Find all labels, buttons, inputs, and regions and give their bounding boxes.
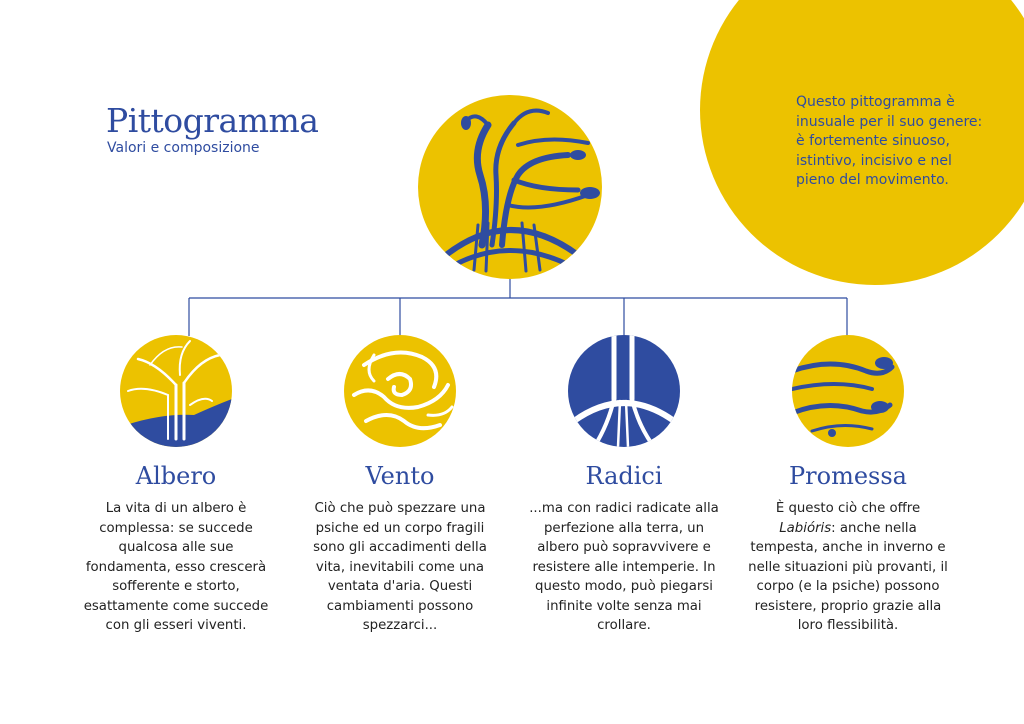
brand-name: Labióris (779, 520, 832, 536)
card-title: Promessa (789, 462, 907, 490)
card-title: Albero (135, 462, 217, 490)
card-text: La vita di un albero è complessa: se succede qualcosa alle sue fondamenta, esso crescerà sofferente e storto, esattamente come succede con gli esseri viventi. (83, 501, 269, 633)
card-radici (524, 335, 724, 636)
page-title: Pittogramma (106, 101, 319, 140)
card-promessa (748, 335, 948, 636)
promessa-icon (792, 335, 904, 447)
card-text (748, 499, 948, 636)
page-subtitle: Valori e composizione (107, 140, 260, 156)
tree-pictogram-icon (418, 95, 602, 279)
card-text-before: È questo ciò che offre (775, 501, 921, 516)
radici-icon (568, 335, 680, 447)
vento-icon (344, 335, 456, 447)
card-title: Radici (585, 462, 663, 490)
card-albero (76, 335, 276, 636)
intro-text: Questo pittogramma è inusuale per il suo genere: è fortemente sinuoso, istintivo, incisivo e nel pieno del movimento. (796, 94, 983, 188)
card-title: Vento (365, 462, 435, 490)
card-text: Ciò che può spezzare una psiche ed un corpo fragili sono gli accadimenti della vita, inevitabili come una ventata d'aria. Questi cambiamenti possono spezzarci... (313, 501, 487, 633)
albero-icon (120, 335, 232, 447)
card-vento (300, 335, 500, 636)
card-text: ...ma con radici radicate alla perfezione alla terra, un albero può sopravvivere e resistere alle intemperie. In questo modo, può piegarsi infinite volte senza mai crollare. (529, 501, 719, 633)
card-text-after: : anche nella tempesta, anche in inverno e nelle situazioni più provanti, il corpo (e la psiche) possono resistere, proprio grazie alla loro flessibilità. (748, 520, 948, 633)
